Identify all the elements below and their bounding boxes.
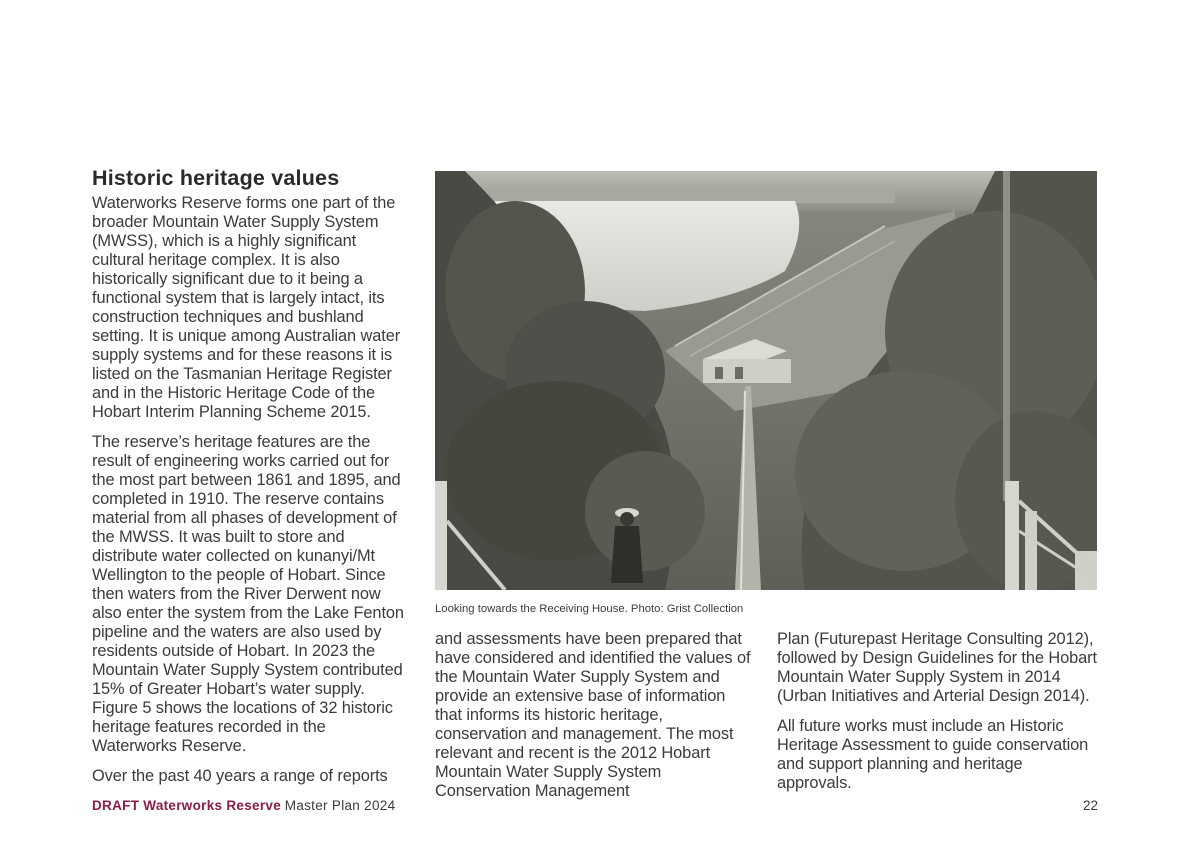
- footer-subtitle: Master Plan 2024: [284, 798, 396, 813]
- middle-column: [435, 630, 755, 812]
- page-number: 22: [1082, 798, 1098, 813]
- section-heading: Historic heritage values: [92, 166, 340, 190]
- paragraph: Over the past 40 years a range of reports: [92, 767, 388, 785]
- paragraph: Waterworks Reserve forms one part of the broader Mountain Water Supply System (MWSS), which is a highly significant cultural heritage complex. It is also historically significant due to it being a functional system that is largely intact, its construction techniques and bushland setting. It is unique among Australian water supply systems and for these reasons it is listed on the Tasmanian Heritage Register and in the Historic Heritage Code of the Hobart Interim Planning Scheme 2015.: [92, 194, 401, 421]
- historic-photo: [435, 171, 1097, 590]
- right-column: [777, 630, 1099, 804]
- photo-caption: Looking towards the Receiving House. Photo: Grist Collection: [435, 603, 744, 615]
- paragraph: The reserve’s heritage features are the result of engineering works carried out for the most part between 1861 and 1895, and completed in 1910. The reserve contains material from all phases of development of the MWSS. It was built to store and distribute water collected on kunanyi/Mt Wellington to the people of Hobart. Since then waters from the River Derwent now also enter the system from the Lake Fenton pipeline and the waters are also used by residents outside of Hobart. In 2023 the Mountain Water Supply System contributed 15% of Greater Hobart’s water supply. Figure 5 shows the locations of 32 historic heritage features recorded in the Waterworks Reserve.: [92, 433, 404, 755]
- footer-brand: DRAFT Waterworks Reserve: [92, 798, 282, 813]
- paragraph: and assessments have been prepared that have considered and identified the values of the Mountain Water Supply System and provide an extensive base of information that informs its historic heritage, conservation and management. The most relevant and recent is the 2012 Hobart Mountain Water Supply System Conservation Management: [435, 630, 751, 800]
- paragraph: All future works must include an Historic Heritage Assessment to guide conservation and support planning and heritage approvals.: [777, 717, 1089, 792]
- left-column: [92, 165, 412, 797]
- page-footer: [92, 797, 1098, 817]
- paragraph: Plan (Futurepast Heritage Consulting 2012), followed by Design Guidelines for the Hobart Mountain Water Supply System in 2014 (Urban Initiatives and Arterial Design 2014).: [777, 630, 1097, 705]
